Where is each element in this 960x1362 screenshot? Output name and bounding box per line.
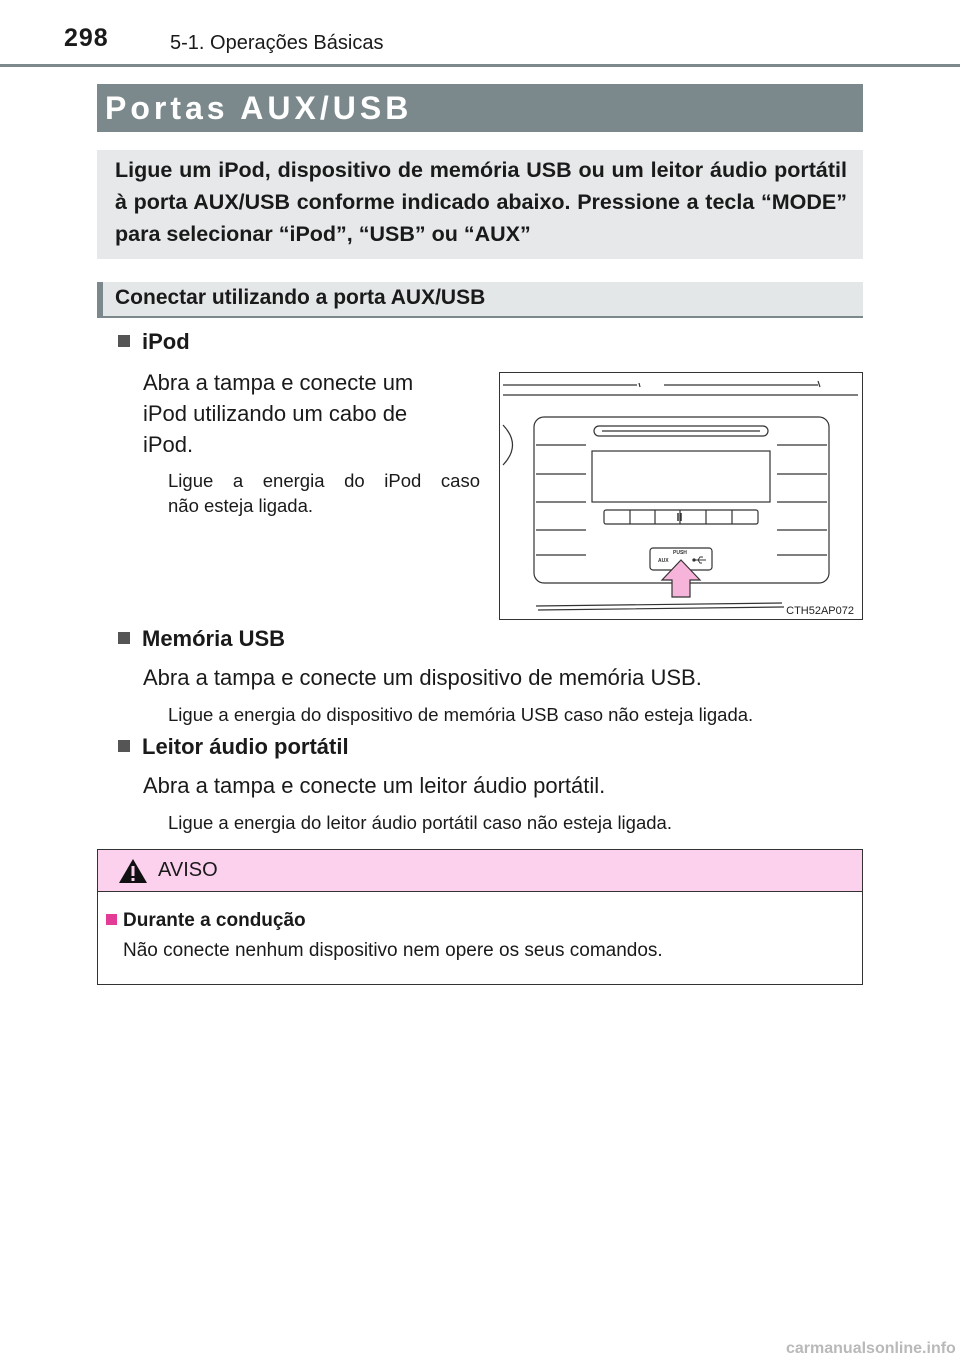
warning-header: [98, 850, 862, 892]
usb-symbol-icon: [693, 557, 706, 563]
watermark: carmanualsonline.info: [786, 1340, 956, 1357]
section-subheading: [97, 282, 863, 318]
item-heading-usb-memory: [118, 626, 285, 652]
intro-box: [97, 150, 863, 259]
ipod-note-line: Ligue a energia do iPod caso: [168, 470, 480, 491]
ipod-instruction-line: Abra a tampa e conecte um: [143, 370, 414, 395]
ipod-note-line: não esteja ligada.: [168, 495, 314, 516]
aux-usb-port-illustration: [499, 372, 863, 620]
page-title: Portas AUX/USB: [105, 90, 413, 126]
item-heading-text: iPod: [142, 329, 190, 354]
page-title-bar: [97, 84, 863, 132]
subheading-text: Conectar utilizando a porta AUX/USB: [115, 286, 486, 309]
aux-label: AUX: [658, 558, 669, 564]
square-bullet-icon: [118, 335, 130, 347]
item-heading-portable-player: [118, 734, 349, 760]
section-reference: 5-1. Operações Básicas: [170, 32, 384, 54]
warning-item-text: Não conecte nenhum dispositivo nem opere os seus comandos.: [123, 940, 663, 961]
ipod-instruction: [143, 367, 483, 460]
warning-box: [97, 849, 863, 985]
usb-note: Ligue a energia do dispositivo de memória USB caso não esteja ligada.: [168, 704, 754, 725]
player-note: Ligue a energia do leitor áudio portátil caso não esteja ligada.: [168, 812, 672, 833]
item-heading-text: Memória USB: [142, 626, 286, 651]
item-heading-text: Leitor áudio portátil: [142, 734, 349, 759]
subheading-accent-bar: [97, 282, 103, 318]
header-divider: [0, 64, 960, 67]
warning-item-heading-text: Durante a condução: [123, 910, 306, 931]
ipod-note: [168, 468, 480, 518]
audio-panel-drawing: [500, 373, 861, 618]
pink-square-bullet-icon: [106, 914, 117, 925]
square-bullet-icon: [118, 740, 130, 752]
warning-item-heading: [106, 910, 306, 932]
item-heading-ipod: [118, 329, 190, 355]
ipod-instruction-line: iPod utilizando um cabo de: [143, 401, 408, 426]
warning-triangle-icon: [118, 858, 148, 884]
ipod-instruction-line: iPod.: [143, 432, 194, 457]
intro-text: Ligue um iPod, dispositivo de memória USB ou um leitor áudio portátil à porta AUX/USB conforme indicado abaixo. Pressione a tecla “MODE” para selecionar “iPod”, “USB” ou “AUX”: [115, 158, 847, 246]
usb-instruction: Abra a tampa e conecte um dispositivo de memória USB.: [143, 665, 702, 690]
player-instruction: Abra a tampa e conecte um leitor áudio portátil.: [143, 773, 606, 798]
push-label: PUSH: [673, 550, 687, 556]
page-number: 298: [64, 24, 109, 52]
arrow-icon: [662, 560, 700, 597]
illustration-code: CTH52AP072: [786, 605, 854, 617]
warning-label: AVISO: [158, 859, 218, 881]
square-bullet-icon: [118, 632, 130, 644]
